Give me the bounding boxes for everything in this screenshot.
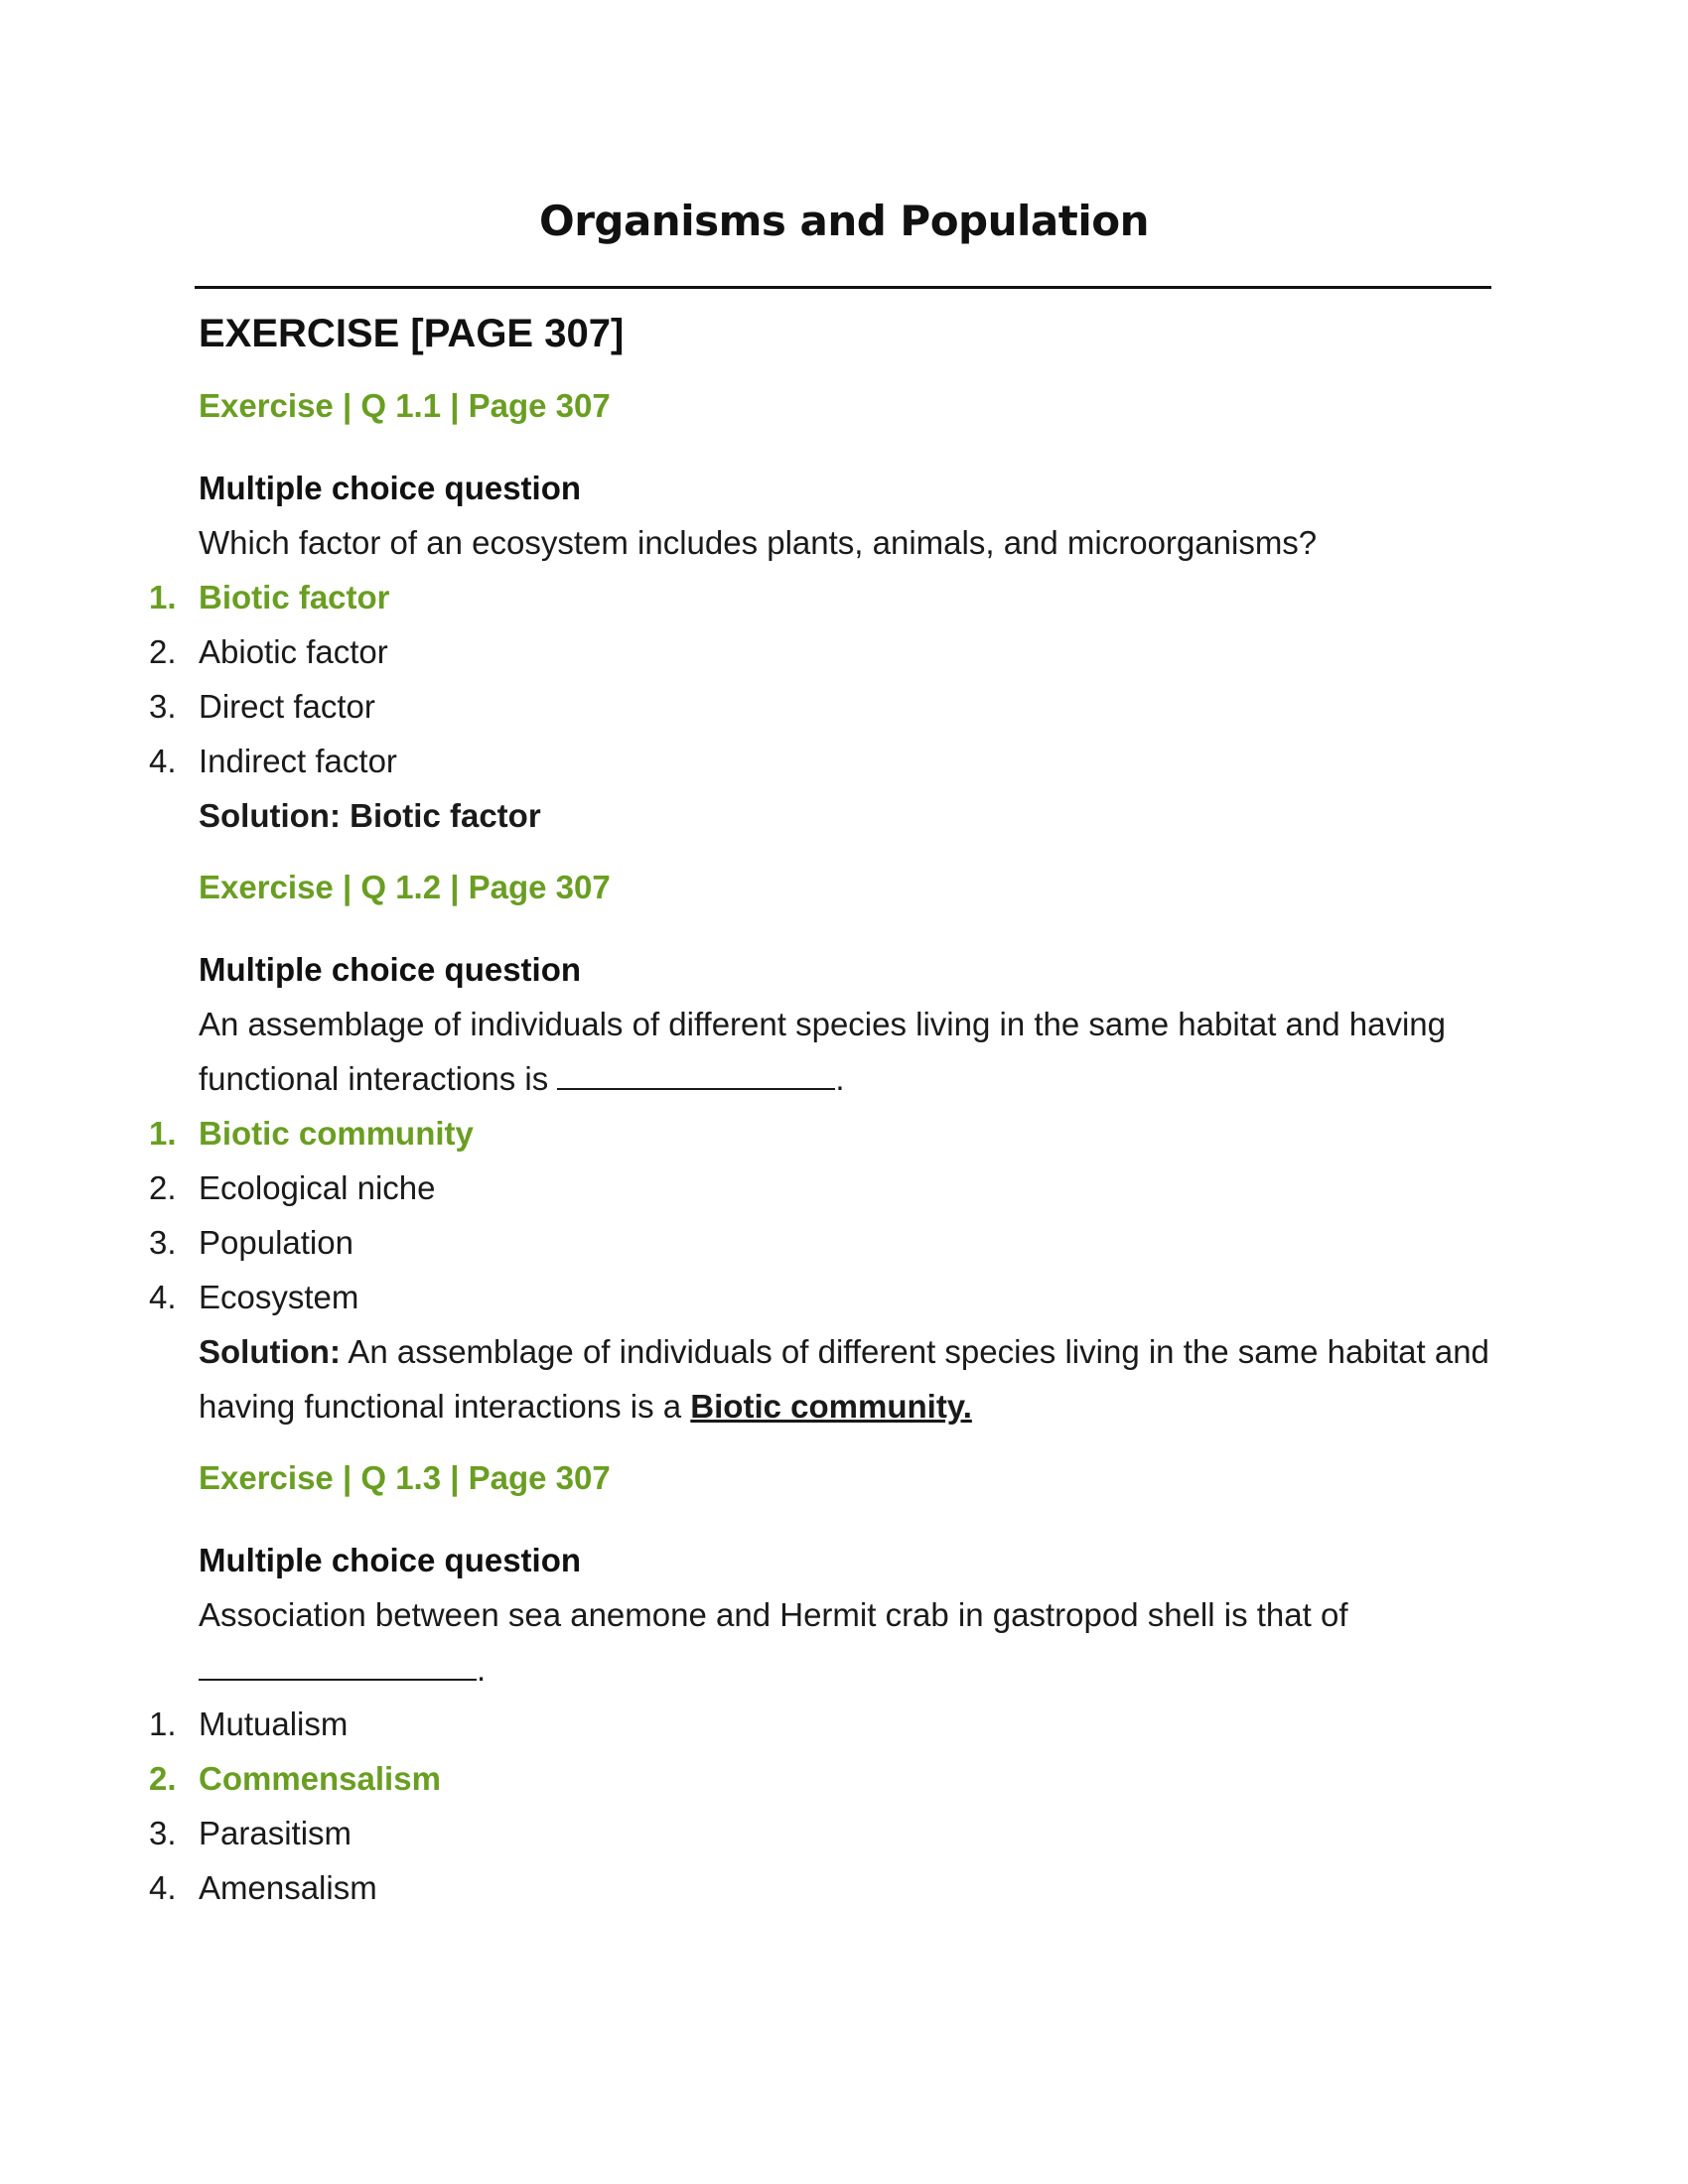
option-label: Direct factor [199,688,375,725]
answer-blank [199,1647,477,1681]
option-item-correct [149,570,1489,624]
answer-blank [557,1056,835,1090]
option-item [149,679,1489,734]
option-number: 4. [149,1279,177,1315]
question-block [149,865,1489,1433]
option-label: Population [199,1224,353,1261]
option-item [149,1215,1489,1270]
option-number: 2. [149,633,177,670]
question-text-part: Which factor of an ecosystem includes plants, animals, and microorganisms? [199,524,1318,561]
option-number: 1. [149,579,177,615]
option-item [149,1806,1489,1860]
solution [199,788,1489,843]
option-item [149,1160,1489,1215]
question-type: Multiple choice question [199,951,582,988]
question-text-end: . [477,1651,487,1688]
question-type: Multiple choice question [199,1542,582,1578]
option-item-correct [149,1751,1489,1806]
option-list [149,570,1489,788]
option-label: Abiotic factor [199,633,388,670]
option-label: Mutualism [199,1706,349,1742]
option-label: Commensalism [199,1760,441,1797]
option-item [149,1270,1489,1324]
option-label: Parasitism [199,1815,352,1851]
option-number: 3. [149,688,177,725]
solution-label: Solution: [199,1333,341,1370]
solution-label: Solution: [199,797,341,834]
option-number: 2. [149,1760,177,1797]
page-title: Organisms and Population [538,197,1149,245]
option-label: Ecosystem [199,1279,359,1315]
option-item [149,1697,1489,1751]
question-block [149,383,1489,843]
option-label: Biotic factor [199,579,390,615]
question-reference: Exercise | Q 1.3 | Page 307 [199,1459,611,1496]
title-divider [195,286,1491,289]
option-label: Indirect factor [199,743,397,779]
question-text [199,515,1489,570]
option-number: 1. [149,1706,177,1742]
question-text [199,1587,1489,1642]
section-heading: EXERCISE [PAGE 307] [199,312,625,355]
question-text-part: An assemblage of individuals of different species living in the same habitat and having functional interactions is [199,1006,1446,1097]
solution [199,1324,1489,1433]
option-item [149,624,1489,679]
question-text [199,997,1489,1106]
option-number: 3. [149,1224,177,1261]
option-label: Ecological niche [199,1169,436,1206]
question-text-part: Association between sea anemone and Hermit crab in gastropod shell is that of [199,1596,1348,1633]
option-list [149,1697,1489,1915]
question-text-blank-line [199,1642,1489,1697]
document-body [149,306,1489,1915]
option-number: 2. [149,1169,177,1206]
option-number: 3. [149,1815,177,1851]
option-item [149,734,1489,788]
solution-text: Biotic factor [340,797,541,834]
question-reference: Exercise | Q 1.2 | Page 307 [199,869,611,905]
question-reference: Exercise | Q 1.1 | Page 307 [199,387,611,424]
option-number: 1. [149,1115,177,1152]
question-type: Multiple choice question [199,470,582,506]
option-label: Amensalism [199,1869,377,1906]
option-item [149,1860,1489,1915]
option-number: 4. [149,1869,177,1906]
question-block [149,1455,1489,1915]
option-list [149,1106,1489,1324]
option-number: 4. [149,743,177,779]
solution-answer: Biotic community. [690,1388,972,1425]
solution-text: An assemblage of individuals of different species living in the same habitat and having functional interactions is a [199,1333,1489,1425]
option-label: Biotic community [199,1115,474,1152]
option-item-correct [149,1106,1489,1160]
question-text-end: . [835,1060,845,1097]
